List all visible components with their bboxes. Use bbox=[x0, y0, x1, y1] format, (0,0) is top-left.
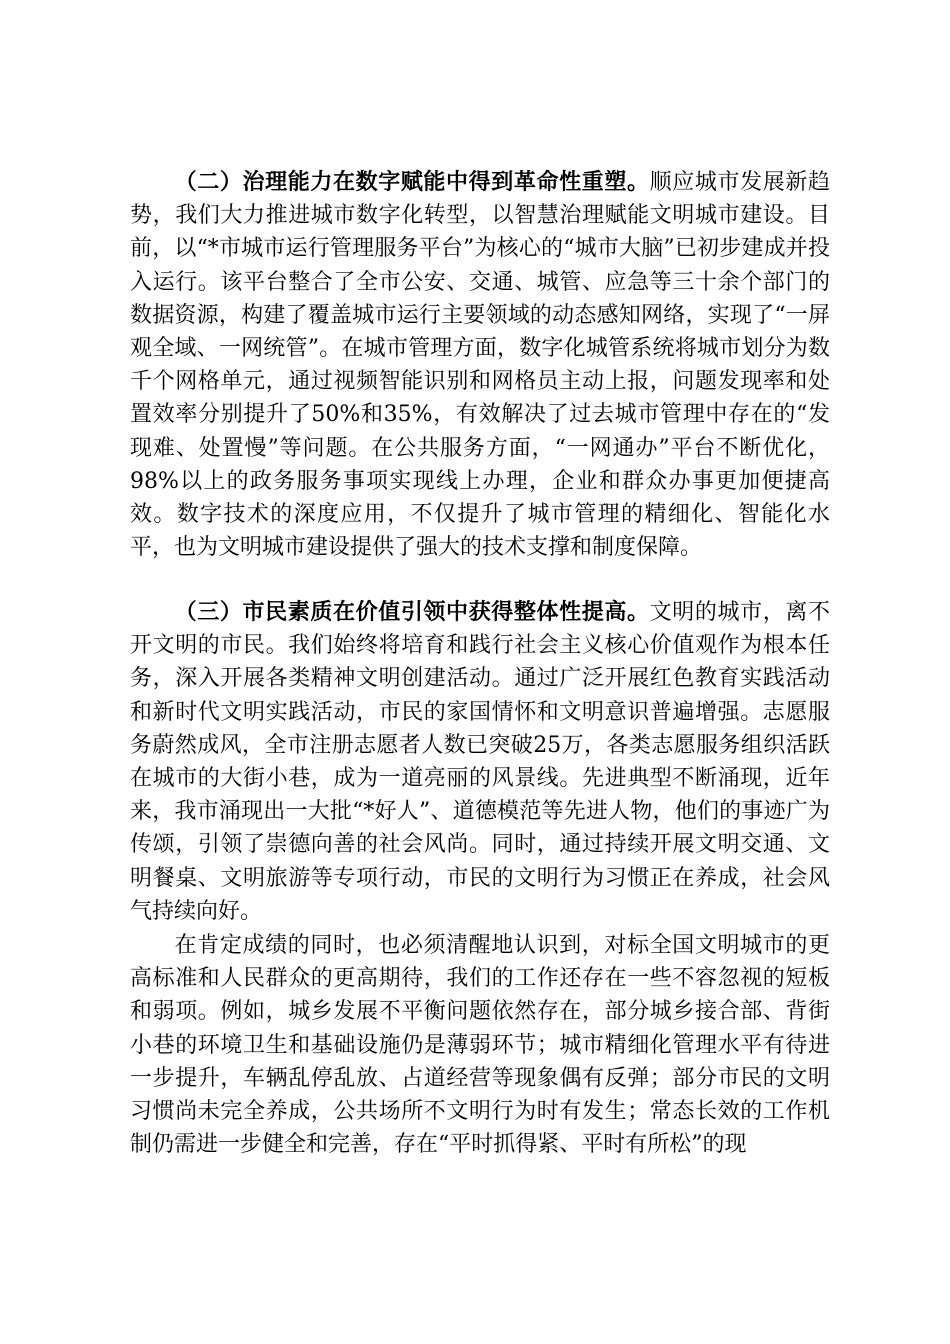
paragraph-body: 在肯定成绩的同时，也必须清醒地认识到，对标全国文明城市的更高标准和人民群众的更高期待，我们的工作还存在一些不容忽视的短板和弱项。例如，城乡发展不平衡问题依然存在，部分城乡接合部、背街小巷的环境卫生和基础设施仍是薄弱环节；城市精细化管理水平有待进一步提升，车辆乱停乱放、占道经营等现象偶有反弹；部分市民的文明习惯尚未完全养成，公共场所不文明行为时有发生；常态长效的工作机制仍需进一步健全和完善，存在“平时抓得紧、平时有所松”的现 bbox=[130, 933, 830, 1158]
paragraph-citizen-quality bbox=[130, 596, 830, 928]
paragraph-heading: （二）治理能力在数字赋能中得到革命性重塑。 bbox=[174, 170, 650, 195]
paragraph-governance bbox=[130, 166, 830, 564]
paragraph-body: 文明的城市，离不开文明的市民。我们始终将培育和践行社会主义核心价值观作为根本任务，深入开展各类精神文明创建活动。通过广泛开展红色教育实践活动和新时代文明实践活动，市民的家国情怀和文明意识普遍增强。志愿服务蔚然成风，全市注册志愿者人数已突破25万，各类志愿服务组织活跃在城市的大街小巷，成为一道亮丽的风景线。先进典型不断涌现，近年来，我市涌现出一大批“*好人”、道德模范等先进人物，他们的事迹广为传颂，引领了崇德向善的社会风尚。同时，通过持续开展文明交通、文明餐桌、文明旅游等专项行动，市民的文明行为习惯正在养成，社会风气持续向好。 bbox=[130, 600, 830, 924]
paragraph-heading: （三）市民素质在价值引领中获得整体性提高。 bbox=[174, 600, 650, 625]
paragraph-body: 顺应城市发展新趋势，我们大力推进城市数字化转型，以智慧治理赋能文明城市建设。目前，以“*市城市运行管理服务平台”为核心的“城市大脑”已初步建成并投入运行。该平台整合了全市公安、交通、城管、应急等三十余个部门的数据资源，构建了覆盖城市运行主要领域的动态感知网络，实现了“一屏观全域、一网统管”。在城市管理方面，数字化城管系统将城市划分为数千个网格单元，通过视频智能识别和网格员主动上报，问题发现率和处置效率分别提升了50%和35%，有效解决了过去城市管理中存在的“发现难、处置慢”等问题。在公共服务方面，“一网通办”平台不断优化，98%以上的政务服务事项实现线上办理，企业和群众办事更加便捷高效。数字技术的深度应用，不仅提升了城市管理的精细化、智能化水平，也为文明城市建设提供了强大的技术支撑和制度保障。 bbox=[130, 170, 830, 561]
paragraph-shortcomings bbox=[130, 929, 830, 1161]
